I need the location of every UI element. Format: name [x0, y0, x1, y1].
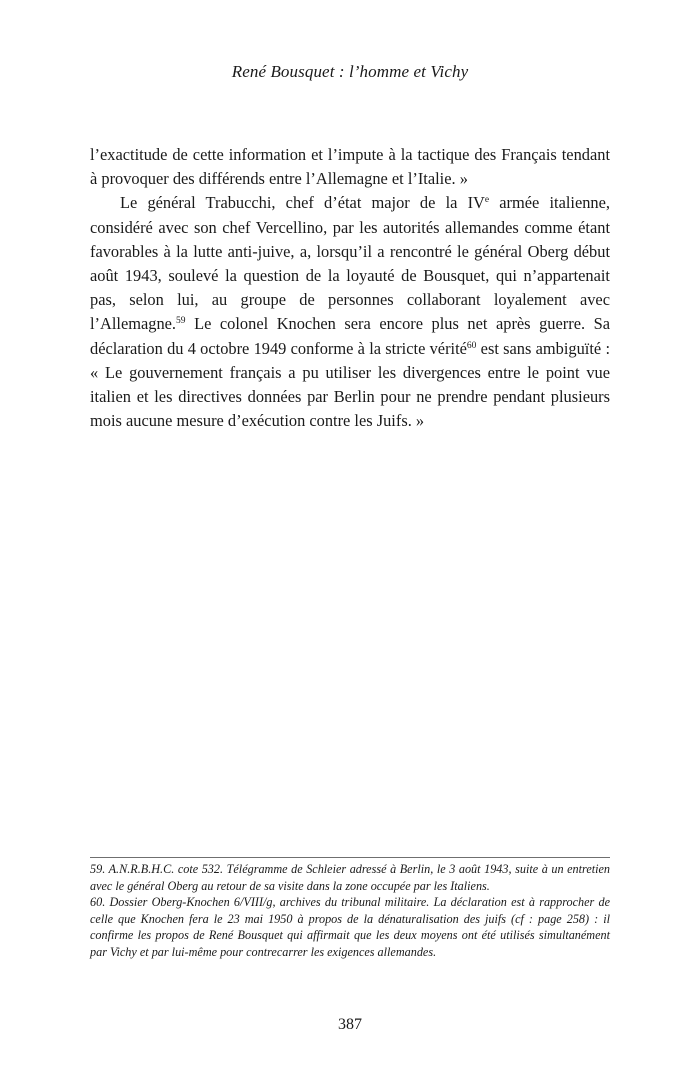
text-run: Le colonel Knochen sera encore plus net après guerre. Sa déclaration du 4 octobre 1949 conforme à la stricte vérité [90, 314, 610, 358]
footnote: 60. Dossier Oberg-Knochen 6/VIII/g, archives du tribunal militaire. La déclaration est à rapprocher de celle que Knochen fera le 23 mai 1950 à propos de la dénaturalisation des juifs (cf : page 258) : il confirme les propos de René Bousquet qui affirmait que les deux moyens ont été utilisés simultanément par Vichy et par lui-même pour contrecarrer les exigences allemandes. [90, 895, 610, 959]
footnote-ref[interactable]: 59 [176, 316, 186, 327]
text-run: Le général Trabucchi, chef d’état major de la IV [120, 193, 485, 213]
running-head: René Bousquet : l’homme et Vichy [231, 62, 469, 81]
footnotes [90, 861, 610, 960]
footnote: 59. A.N.R.B.H.C. cote 532. Télégramme de Schleier adressé à Berlin, le 3 août 1943, suite à un entretien avec le général Oberg au retour de sa visite dans la zone occupée par les Italiens. [90, 862, 610, 893]
text-run: est sans ambiguïté : « Le gouvernement français a pu utiliser les divergences entre le point vue italien et les directives données par Berlin pour ne prendre pendant plusieurs mois aucune mesure d’exécution contre les Juifs. » [90, 338, 610, 431]
ordinal-superscript: e [484, 195, 490, 206]
page-number: 387 [338, 1016, 362, 1033]
main-text [90, 143, 610, 433]
paragraph [90, 191, 610, 433]
footnote-ref[interactable]: 60 [466, 340, 477, 351]
text-run: armée italienne, considéré avec son chef Vercellino, par les autorités allemandes comme étant favorables à la lutte anti-juive, a, lorsqu’il a rencontré le général Oberg début août 1943, soulevé la question de la loyauté de Bousquet, qui n’appartenait pas, selon lui, au groupe de personnes collaborant loyalement avec l’Allemagne. [90, 193, 610, 334]
paragraph: l’exactitude de cette information et l’impute à la tactique des Français tendant à provoquer des différends entre l’Allemagne et l’Italie. » [90, 145, 610, 189]
footnote-divider [90, 857, 610, 858]
